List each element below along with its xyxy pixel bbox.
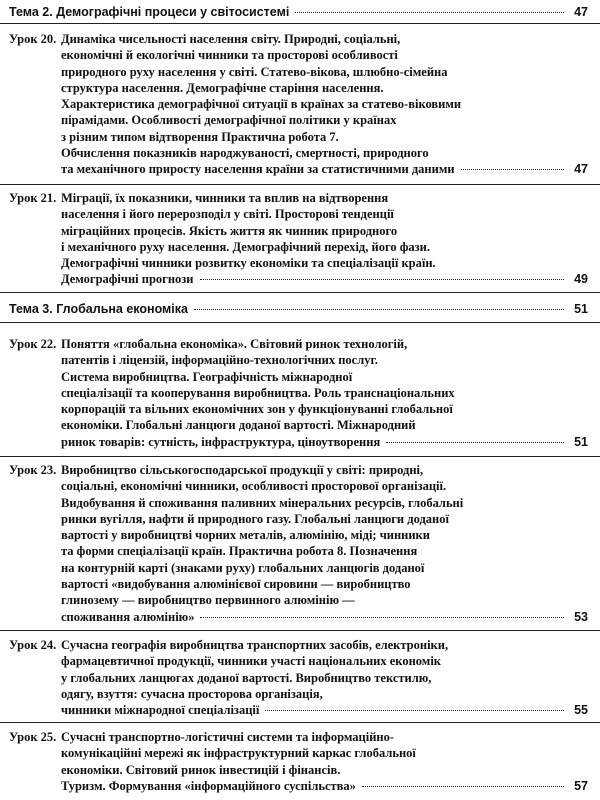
divider: [0, 630, 600, 631]
dot-leader: [461, 169, 564, 170]
lesson-line: Видобування й споживання паливних мінеральних ресурсів, глобальні: [61, 495, 464, 510]
lesson-code: Урок 21.: [9, 191, 57, 205]
lesson-body: [61, 729, 588, 794]
lesson-line: вартості «видобування алюмінієвої сировини — виробництво: [61, 577, 411, 592]
lesson-line: комунікаційні мережі як інфраструктурний каркас глобальної: [61, 746, 416, 761]
lesson-line: Туризм. Формування «інформаційного суспільства»: [61, 778, 356, 793]
lesson-line: міграційних процесів. Якість життя як чинник природного: [61, 223, 398, 238]
lesson-line: Обчислення показників народжуваності, смертності, природного: [61, 146, 429, 161]
lesson-page-number: 49: [574, 272, 588, 287]
lesson-line: Демографічні прогнози: [61, 272, 194, 287]
divider: [0, 184, 600, 185]
dot-leader: [200, 279, 564, 280]
lesson-line: Поняття «глобальна економіка». Світовий ринок технологій,: [61, 337, 408, 351]
lesson-entry: [9, 637, 588, 718]
lesson-line: патентів і ліцензій, інформаційно-технологічних послуг.: [61, 353, 378, 368]
lesson-line: Сучасна географія виробництва транспортних засобів, електроніки,: [61, 638, 449, 652]
lesson-entry: [9, 190, 588, 288]
lesson-line: пірамідами. Особливості демографічної політики у країнах: [61, 113, 397, 128]
lesson-last-line: [61, 778, 588, 794]
lesson-line: структура населення. Демографічне старіння населення.: [61, 80, 384, 95]
lesson-last-line: [61, 609, 588, 625]
lesson-line: у глобальних ланцюгах доданої вартості. Виробництво текстилю,: [61, 670, 432, 685]
lesson-entry: [9, 462, 588, 625]
divider: [0, 456, 600, 457]
dot-leader: [295, 12, 564, 13]
lesson-last-line: [61, 434, 588, 450]
lesson-code: Урок 22.: [9, 337, 57, 351]
lesson-entry: [9, 729, 588, 794]
lesson-line: вартості у виробництві чорних металів, алюмінію, міді; чинники: [61, 528, 430, 543]
lesson-line: населення і його перерозподіл у світі. Просторові тенденції: [61, 207, 394, 222]
lesson-code: Урок 23.: [9, 463, 57, 477]
dot-leader: [362, 786, 564, 787]
lesson-body: [61, 190, 588, 288]
divider: [0, 292, 600, 293]
lesson-line: соціальні, економічні чинники, особливості просторової організації.: [61, 479, 447, 494]
lesson-line: Демографічні чинники розвитку економіки та спеціалізації країн.: [61, 256, 436, 271]
lesson-code: Урок 24.: [9, 638, 57, 652]
dot-leader: [386, 442, 564, 443]
lesson-body: [61, 637, 588, 718]
lesson-line: Міграції, їх показники, чинники та вплив на відтворення: [61, 191, 389, 205]
lesson-page-number: 53: [574, 609, 588, 624]
lesson-line: та форми спеціалізації країн. Практична робота 8. Позначення: [61, 544, 418, 559]
lesson-line: Сучасні транспортно-логістичні системи та інформаційно-: [61, 730, 395, 744]
divider: [0, 322, 600, 323]
lesson-body: [61, 462, 588, 625]
lesson-line: природного руху населення у світі. Статево-вікова, шлюбно-сімейна: [61, 64, 448, 79]
topic-title: Тема 2. Демографічні процеси у світосистемі: [9, 5, 290, 19]
lesson-line: одягу, взуття: сучасна просторова організація,: [61, 686, 323, 701]
lesson-line: Динаміка чисельності населення світу. Природні, соціальні,: [61, 32, 401, 46]
lesson-page-number: 47: [574, 162, 588, 177]
lesson-line: чинники міжнародної спеціалізації: [61, 703, 260, 718]
lesson-line: спеціалізації та кооперування виробництва. Роль транснаціональних: [61, 385, 455, 400]
divider: [0, 722, 600, 723]
lesson-body: [61, 336, 588, 450]
lesson-line: Система виробництва. Географічність міжнародної: [61, 369, 353, 384]
lesson-page-number: 57: [574, 778, 588, 793]
lesson-line: економіки. Глобальні ланцюги доданої вартості. Міжнародний: [61, 418, 416, 433]
lesson-last-line: [61, 271, 588, 287]
lesson-last-line: [61, 161, 588, 177]
dot-leader: [194, 309, 564, 310]
lesson-line: та механічного приросту населення країни за статистичними даними: [61, 162, 455, 177]
lesson-page-number: 55: [574, 703, 588, 718]
dot-leader: [265, 710, 564, 711]
lesson-page-number: 51: [574, 434, 588, 449]
topic-heading: [9, 301, 588, 317]
topic-page-number: 51: [574, 302, 588, 316]
lesson-entry: [9, 336, 588, 450]
lesson-body: [61, 31, 588, 178]
lesson-code: Урок 25.: [9, 730, 57, 744]
lesson-line: корпорацій та вільних економічних зон у функціонуванні глобальної: [61, 402, 453, 417]
lesson-line: ринок товарів: сутність, інфраструктура, ціноутворення: [61, 434, 381, 449]
lesson-line: з різним типом відтворення Практична робота 7.: [61, 129, 339, 144]
lesson-entry: [9, 31, 588, 178]
lesson-line: глинозему — виробництво первинного алюмінію —: [61, 593, 355, 608]
lesson-line: економіки. Світовий ринок інвестицій і фінансів.: [61, 762, 341, 777]
lesson-line: Виробництво сільськогосподарської продукції у світі: природні,: [61, 463, 424, 477]
lesson-line: споживання алюмінію»: [61, 609, 195, 624]
topic-title: Тема 3. Глобальна економіка: [9, 302, 188, 316]
lesson-line: економічні й екологічні чинники та просторові особливості: [61, 48, 398, 63]
lesson-line: і механічного руху населення. Демографічний перехід, його фази.: [61, 239, 430, 254]
dot-leader: [200, 617, 564, 618]
divider: [0, 23, 600, 24]
lesson-line: Характеристика демографічної ситуації в країнах за статево-віковими: [61, 97, 462, 112]
lesson-code: Урок 20.: [9, 32, 57, 46]
topic-heading: [9, 4, 588, 20]
lesson-line: на контурній карті (знаками руху) глобальних ланцюгів доданої: [61, 560, 425, 575]
lesson-line: фармацевтичної продукції, чинники участі національних економік: [61, 654, 441, 669]
lesson-line: ринки вугілля, нафти й природного газу. Глобальні ланцюги доданої: [61, 511, 449, 526]
topic-page-number: 47: [574, 5, 588, 19]
lesson-last-line: [61, 702, 588, 718]
